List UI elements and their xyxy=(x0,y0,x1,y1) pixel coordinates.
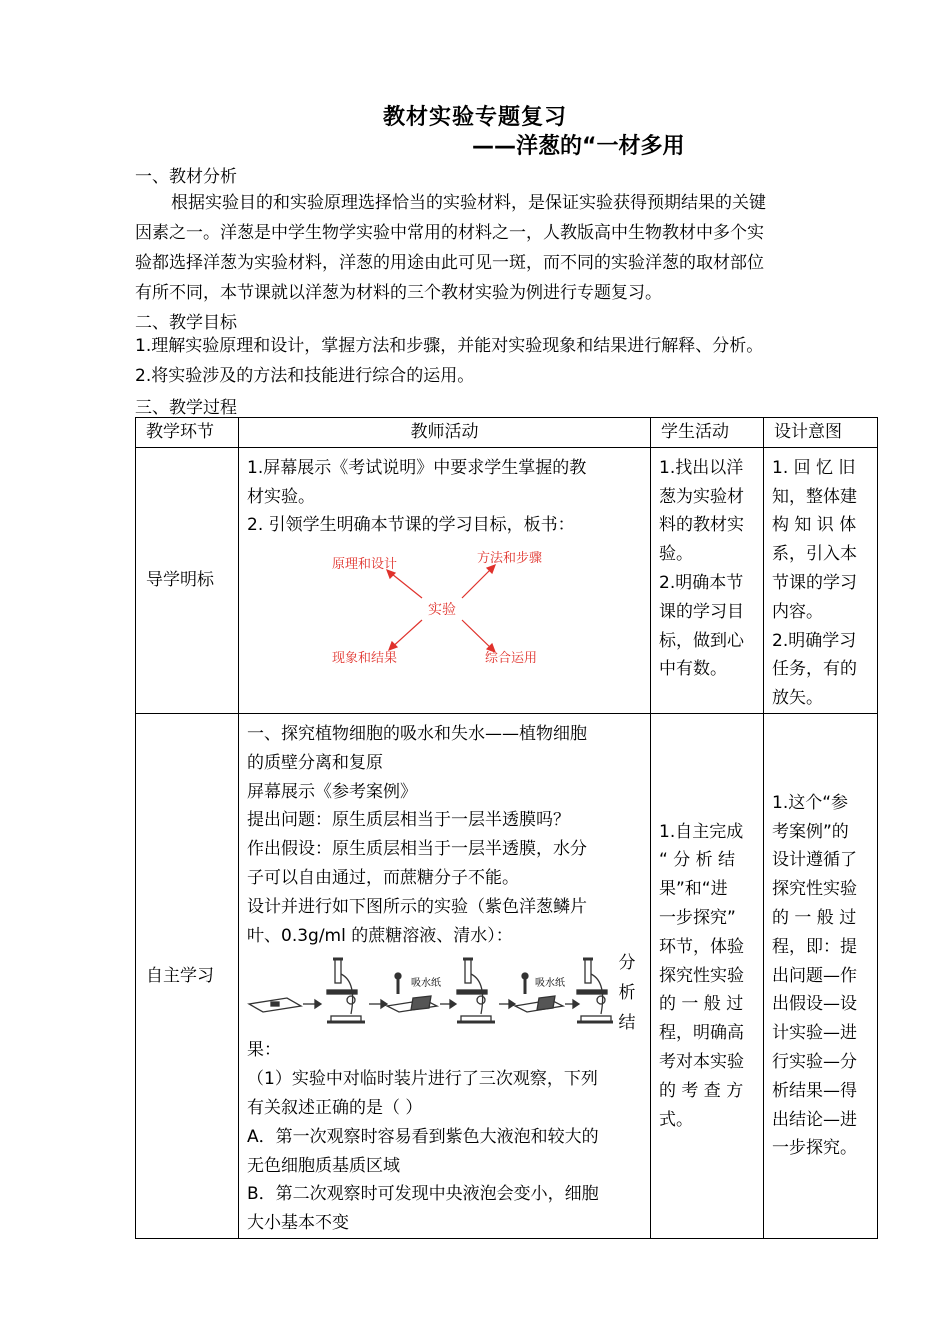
intent-line: 的 一 般 过 xyxy=(772,907,857,928)
diagram-center: 实验 xyxy=(428,602,456,619)
design-intent-cell xyxy=(764,447,878,713)
teaching-process-table xyxy=(135,417,878,1239)
stage-cell: 自主学习 xyxy=(136,713,239,1238)
teacher-line: 子可以自由通过，而蔗糖分子不能。 xyxy=(247,867,519,888)
document-subtitle: ——洋葱的“一材多用 xyxy=(472,134,685,159)
student-activity-cell xyxy=(651,713,764,1238)
student-line: 探究性实验 xyxy=(659,965,744,986)
intent-line: 1.这个“参 xyxy=(772,792,849,813)
microscope-icon xyxy=(577,959,613,1022)
intent-line: 构 知 识 体 xyxy=(772,515,857,536)
arrow-icon xyxy=(369,1000,387,1008)
student-line: “ 分 析 结 xyxy=(659,850,736,871)
intent-line: 程，即：提 xyxy=(772,936,857,957)
teacher-line: 设计并进行如下图所示的实验（紫色洋葱鳞片 xyxy=(247,896,587,917)
teacher-line: 2. 引领学生明确本节课的学习目标，板书： xyxy=(247,515,575,536)
intent-line: 设计遵循了 xyxy=(772,850,857,871)
student-line: 标，做到心 xyxy=(659,630,744,651)
header-student: 学生活动 xyxy=(651,418,764,448)
goals-diagram-svg xyxy=(267,540,627,680)
header-intent: 设计意图 xyxy=(764,418,878,448)
goal-item: 1.理解实验原理和设计，掌握方法和步骤，并能对实验现象和结果进行解释、分析。 xyxy=(135,336,764,356)
intent-line: 行实验—分 xyxy=(772,1051,857,1072)
intent-line: 1. 回 忆 旧 xyxy=(772,457,856,478)
student-line: 果”和“进 xyxy=(659,879,728,900)
goals-diagram xyxy=(247,540,642,690)
teacher-line: 果： xyxy=(247,1040,281,1061)
teacher-line: 1.屏幕展示《考试说明》中要求学生掌握的教 xyxy=(247,457,587,478)
absorbent-paper-icon xyxy=(537,996,555,1010)
analysis-line: 验都选择洋葱为实验材料，洋葱的用途由此可见一斑，而不同的实验洋葱的取材部位 xyxy=(135,253,764,273)
student-line: 课的学习目 xyxy=(659,601,744,622)
side-char: 结 xyxy=(618,1013,636,1034)
intent-line: 2.明确学习 xyxy=(772,630,857,651)
table-row xyxy=(136,713,878,1238)
arrow-icon xyxy=(565,1000,579,1008)
intent-line: 考案例”的 xyxy=(772,821,849,842)
teacher-activity-cell xyxy=(239,447,651,713)
student-line: 2.明确本节 xyxy=(659,572,744,593)
analysis-line: 因素之一。洋葱是中学生物学实验中常用的材料之一，人教版高中生物教材中多个实 xyxy=(135,223,764,243)
student-line: 料的教材实 xyxy=(659,515,744,536)
teacher-line: A．第一次观察时容易看到紫色大液泡和较大的 xyxy=(247,1126,599,1147)
section-heading-goals: 二、教学目标 xyxy=(135,313,237,333)
student-line: 验。 xyxy=(659,544,693,565)
experiment-figure xyxy=(247,954,642,1036)
arrow-icon xyxy=(440,1000,456,1008)
stage-cell: 导学明标 xyxy=(136,447,239,713)
analysis-line: 有所不同，本节课就以洋葱为材料的三个教材实验为例进行专题复习。 xyxy=(135,283,662,303)
teacher-line: 一、探究植物细胞的吸水和失水——植物细胞 xyxy=(247,723,587,744)
header-stage: 教学环节 xyxy=(136,418,239,448)
section-heading-process: 三、教学过程 xyxy=(135,398,237,418)
teacher-line: 材实验。 xyxy=(247,486,315,507)
student-line: 一步探究” xyxy=(659,907,736,928)
student-line: 考对本实验 xyxy=(659,1051,744,1072)
student-line: 环节，体验 xyxy=(659,936,744,957)
absorbent-paper-icon xyxy=(411,996,431,1010)
teacher-line: 的质壁分离和复原 xyxy=(247,752,383,773)
experiment-figure-svg xyxy=(247,954,617,1044)
dropper-icon xyxy=(395,973,401,994)
teacher-line: 无色细胞质基质区域 xyxy=(247,1155,400,1176)
teacher-line: 叶、0.3g/ml 的蔗糖溶液、清水）： xyxy=(247,925,513,946)
dropper-icon xyxy=(522,973,528,994)
intent-line: 出问题—作 xyxy=(772,965,857,986)
student-line: 1.找出以洋 xyxy=(659,457,744,478)
table-row xyxy=(136,447,878,713)
design-intent-cell xyxy=(764,713,878,1238)
student-line: 式。 xyxy=(659,1109,693,1130)
side-text xyxy=(616,948,638,1038)
teacher-activity-cell xyxy=(239,713,651,1238)
diagram-label-bl: 现象和结果 xyxy=(332,651,398,667)
side-char: 析 xyxy=(618,983,636,1004)
diagram-label-tr: 方法和步骤 xyxy=(477,551,543,567)
intent-line: 知，整体建 xyxy=(772,486,857,507)
analysis-line: 根据实验目的和实验原理选择恰当的实验材料，是保证实验获得预期结果的关键 xyxy=(171,193,766,213)
diagram-label-tl: 原理和设计 xyxy=(332,557,398,573)
analysis-paragraph xyxy=(135,188,877,308)
intent-line: 节课的学习 xyxy=(772,572,857,593)
section-heading-analysis: 一、教材分析 xyxy=(135,167,237,187)
microscope-icon xyxy=(457,959,495,1022)
intent-line: 放矢。 xyxy=(772,688,823,709)
side-char: 分 xyxy=(618,953,636,974)
table-header-row xyxy=(136,418,878,448)
intent-line: 系，引入本 xyxy=(772,544,857,565)
teacher-line: 作出假设：原生质层相当于一层半透膜，水分 xyxy=(247,839,587,860)
arrow-icon xyxy=(303,1000,321,1008)
student-line: 的 一 般 过 xyxy=(659,994,744,1015)
teacher-line: （1）实验中对临时装片进行了三次观察，下列 xyxy=(247,1069,598,1090)
student-line: 葱为实验材 xyxy=(659,486,744,507)
slide-icon xyxy=(249,998,301,1012)
intent-line: 一步探究。 xyxy=(772,1138,857,1159)
student-line: 的 考 查 方 xyxy=(659,1080,744,1101)
intent-line: 出假设—设 xyxy=(772,994,857,1015)
student-line: 1.自主完成 xyxy=(659,821,744,842)
arrow-icon xyxy=(499,1000,515,1008)
intent-line: 析结果—得 xyxy=(772,1080,857,1101)
teacher-line: 提出问题：原生质层相当于一层半透膜吗？ xyxy=(247,810,570,831)
header-teacher: 教师活动 xyxy=(239,418,651,448)
student-line: 中有数。 xyxy=(659,659,727,680)
intent-line: 任务，有的 xyxy=(772,659,857,680)
figure-label: 吸水纸 xyxy=(535,978,565,990)
goals-list xyxy=(135,331,895,391)
intent-line: 内容。 xyxy=(772,601,823,622)
intent-line: 探究性实验 xyxy=(772,879,857,900)
teacher-line: 有关叙述正确的是（ ） xyxy=(247,1097,423,1118)
teacher-line: 屏幕展示《参考案例》 xyxy=(247,781,417,802)
teacher-line: 大小基本不变 xyxy=(247,1213,349,1234)
student-line: 程，明确高 xyxy=(659,1023,744,1044)
teacher-line: B．第二次观察时可发现中央液泡会变小，细胞 xyxy=(247,1184,599,1205)
microscope-icon xyxy=(327,959,365,1022)
intent-line: 计实验—进 xyxy=(772,1023,857,1044)
document-title: 教材实验专题复习 xyxy=(382,105,567,130)
intent-line: 出结论—进 xyxy=(772,1109,857,1130)
student-activity-cell xyxy=(651,447,764,713)
goal-item: 2.将实验涉及的方法和技能进行综合的运用。 xyxy=(135,366,475,386)
diagram-label-br: 综合运用 xyxy=(485,651,538,667)
figure-label: 吸水纸 xyxy=(411,978,441,990)
